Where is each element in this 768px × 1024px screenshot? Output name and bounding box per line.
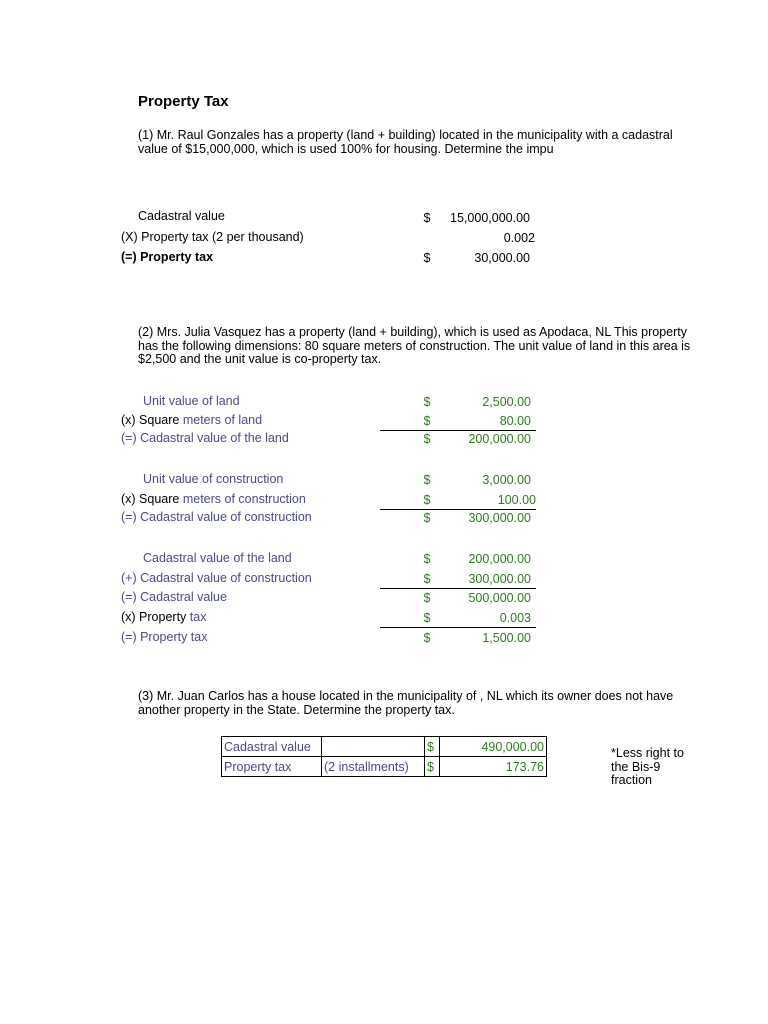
- p2-total-value-2: 300,000.00: [468, 572, 531, 586]
- p2-cons-suffix: meters of construction: [182, 492, 306, 506]
- p2-cons-value-3: 300,000.00: [468, 511, 531, 525]
- p2-total-prefix: (x) Property: [121, 610, 187, 624]
- p2-land-suffix: meters of land: [182, 413, 263, 427]
- problem-2-text: (2) Mrs. Julia Vasquez has a property (land + building), which is used as Apodaca, NL This property has the following dimensions: 80 square meters of construction. The unit value of land in this area is $2,500 and the unit value is co-property tax.: [138, 325, 691, 366]
- p2-total-value-1: 200,000.00: [468, 552, 531, 566]
- p3-extra-1: [322, 737, 425, 757]
- p3-extra-2: (2 installments): [322, 757, 425, 777]
- p1-label-cadastral-value: Cadastral value: [138, 209, 225, 223]
- p1-value-rate: 0.002: [503, 231, 535, 245]
- p2-land-value-3: 200,000.00: [468, 432, 531, 446]
- page-title: Property Tax: [138, 93, 229, 110]
- p2-land-value-1: 2,500.00: [482, 395, 531, 409]
- p2-total-value-5: 1,500.00: [482, 631, 531, 645]
- problem-3-text: (3) Mr. Juan Carlos has a house located in the municipality of , NL which its owner does not have another property in the State. Determine the property tax.: [138, 689, 674, 717]
- p2-label-square-meters-land: [121, 413, 262, 428]
- p2-label-total-rate: [121, 610, 206, 625]
- p2-cons-dollar-1: $: [423, 473, 431, 487]
- p2-cons-value-1: 3,000.00: [482, 473, 531, 487]
- p2-cons-dollar-2: $: [423, 493, 431, 507]
- table-row: [222, 757, 547, 777]
- p3-value-cadastral: 490,000.00: [440, 737, 547, 757]
- p2-land-dollar-3: $: [423, 432, 431, 446]
- p3-label-cadastral: Cadastral value: [222, 737, 322, 757]
- p3-table: [221, 736, 547, 777]
- p2-total-dollar-5: $: [423, 631, 431, 645]
- p2-cons-prefix: (x) Square: [121, 492, 180, 506]
- p2-cons-value-2: 100.00: [497, 493, 536, 507]
- p2-label-unit-value-construction: Unit value of construction: [143, 472, 284, 486]
- p2-label-total-cadastral: (=) Cadastral value: [121, 590, 227, 604]
- p2-total-suffix: tax: [189, 610, 207, 624]
- p2-label-total-construction: (+) Cadastral value of construction: [121, 571, 312, 585]
- p1-value-property-tax: 30,000.00: [474, 251, 530, 265]
- table-row: [222, 737, 547, 757]
- p2-total-dollar-4: $: [423, 611, 431, 625]
- p2-label-total-land: Cadastral value of the land: [143, 551, 292, 565]
- p2-total-rule-2: [380, 627, 536, 628]
- p2-total-dollar-2: $: [423, 572, 431, 586]
- p3-label-property-tax: Property tax: [222, 757, 322, 777]
- p2-label-unit-value-land: Unit value of land: [143, 394, 240, 408]
- p3-dollar-2: $: [425, 757, 440, 777]
- p2-total-value-3: 500,000.00: [468, 591, 531, 605]
- p2-label-cadastral-construction: (=) Cadastral value of construction: [121, 510, 312, 524]
- p2-total-rule-1: [380, 588, 536, 589]
- problem-1-text: (1) Mr. Raul Gonzales has a property (land + building) located in the municipality with a cadastral value of $15,000,000, which is used 100% for housing. Determine the impu: [138, 128, 673, 156]
- p1-label-tax-rate: (X) Property tax (2 per thousand): [121, 230, 304, 244]
- p2-total-value-4: 0.003: [499, 611, 531, 625]
- p2-label-total-property-tax: (=) Property tax: [121, 630, 208, 644]
- p2-cons-dollar-3: $: [423, 511, 431, 525]
- p2-land-prefix: (x) Square: [121, 413, 180, 427]
- p1-dollar-1: $: [423, 211, 431, 225]
- p2-total-dollar-1: $: [423, 552, 431, 566]
- p3-dollar-1: $: [425, 737, 440, 757]
- p1-label-property-tax: (=) Property tax: [121, 250, 214, 264]
- p1-dollar-3: $: [423, 251, 431, 265]
- p2-cons-rule: [380, 509, 536, 510]
- p1-value-cadastral: 15,000,000.00: [450, 211, 530, 225]
- p2-land-dollar-1: $: [423, 395, 431, 409]
- p2-label-square-meters-construction: [121, 492, 306, 507]
- p2-label-cadastral-land: (=) Cadastral value of the land: [121, 431, 289, 445]
- p2-land-value-2: 80.00: [499, 414, 531, 428]
- p3-note: *Less right to the Bis-9 fraction: [611, 746, 684, 787]
- p2-land-dollar-2: $: [423, 414, 431, 428]
- p2-land-rule: [380, 430, 536, 431]
- p3-value-property-tax: 173.76: [440, 757, 547, 777]
- p2-total-dollar-3: $: [423, 591, 431, 605]
